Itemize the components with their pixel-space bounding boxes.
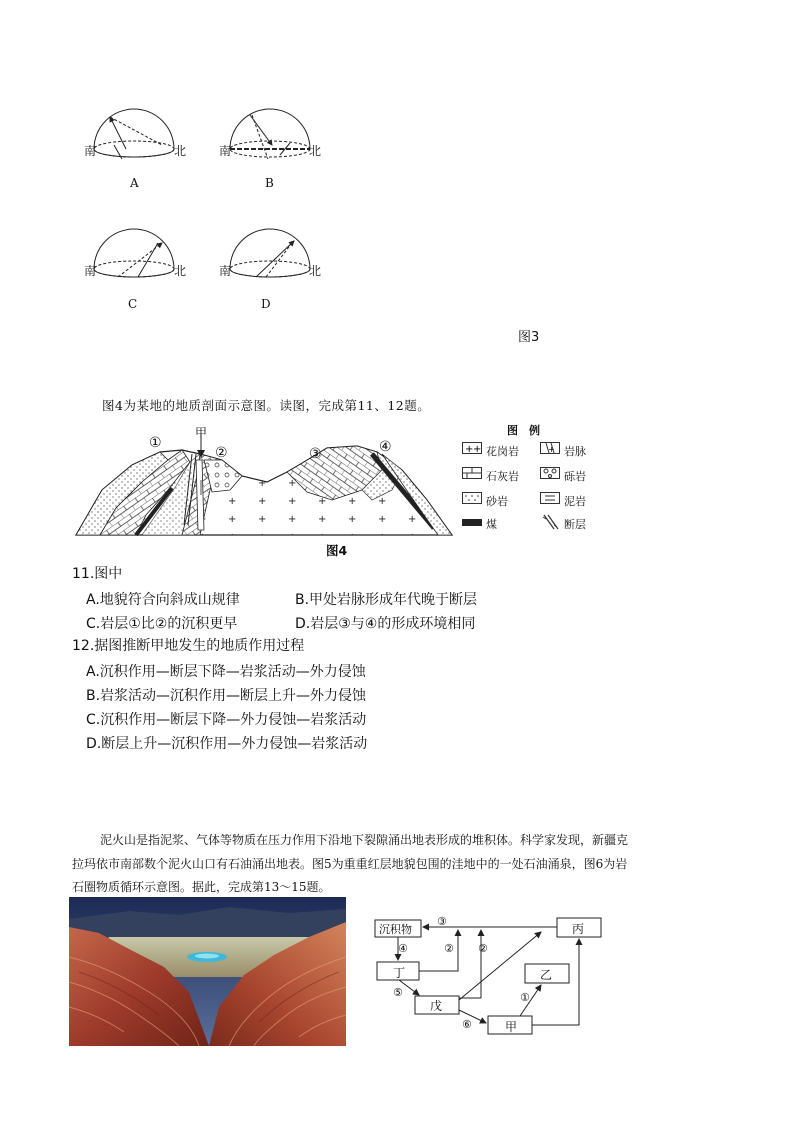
passage-line-1: 泥火山是指泥浆、气体等物质在压力作用下沿地下裂隙涌出地表形成的堆积体。科学家发现，新疆克 xyxy=(100,833,629,847)
q11-option-c[interactable]: C.岩层①比②的沉积更早 xyxy=(86,616,238,632)
legend-granite: 花岗岩 xyxy=(486,445,519,458)
figure-4-caption: 图4 xyxy=(326,543,348,558)
node-ding: 丁 xyxy=(393,966,406,980)
q12-option-d[interactable]: D.断层上升—沉积作用—外力侵蚀—岩浆活动 xyxy=(86,736,368,752)
figure-4-intro: 图4为某地的地质剖面示意图。读图，完成第11、12题。 xyxy=(102,398,431,413)
south-label-d: 南 xyxy=(219,264,232,278)
north-label-c: 北 xyxy=(174,264,187,278)
legend-dike: 岩脉 xyxy=(564,445,586,458)
layer-label-4: ④ xyxy=(379,439,392,455)
passage-line-2: 拉玛依市南部数个泥火山口有石油涌出地表。图5为重重红层地貌包围的洼地中的一处石油涌泉，图6为岩 xyxy=(72,857,628,871)
arrow-label-3: ③ xyxy=(437,915,447,928)
mudstone-icon xyxy=(540,492,560,504)
panel-label-d: D xyxy=(261,297,271,311)
legend-sandstone: 砂岩 xyxy=(486,495,508,508)
q12-option-a[interactable]: A.沉积作用—断层下降—岩浆活动—外力侵蚀 xyxy=(86,664,366,680)
coal-icon xyxy=(462,519,482,527)
south-label-c: 南 xyxy=(84,264,97,278)
node-jia: 甲 xyxy=(505,1020,518,1034)
legend-mudstone: 泥岩 xyxy=(564,495,586,508)
hemisphere-panel-a xyxy=(94,109,174,159)
arrow-label-1: ① xyxy=(520,991,530,1004)
node-yi: 乙 xyxy=(540,968,553,982)
layer-label-3: ③ xyxy=(309,446,322,462)
layer-label-2: ② xyxy=(215,445,228,461)
legend-title: 图 例 xyxy=(507,424,540,437)
figure-3-hemispheres xyxy=(80,105,330,320)
node-wu: 戊 xyxy=(430,999,443,1013)
q12-option-b[interactable]: B.岩浆活动—沉积作用—断层上升—外力侵蚀 xyxy=(86,688,367,704)
north-label-a: 北 xyxy=(174,144,187,158)
north-label-b: 北 xyxy=(309,144,322,158)
node-bing: 丙 xyxy=(572,922,585,936)
q11-option-b[interactable]: B.甲处岩脉形成年代晚于断层 xyxy=(295,592,478,608)
legend-conglomerate: 砾岩 xyxy=(564,470,586,483)
hemisphere-panel-d xyxy=(230,229,310,277)
q11-option-d[interactable]: D.岩层③与④的形成环境相同 xyxy=(295,616,476,632)
q11-option-a[interactable]: A.地貌符合向斜成山规律 xyxy=(86,592,240,608)
hemisphere-panel-c xyxy=(94,229,174,277)
legend-fault: 断层 xyxy=(564,518,586,531)
passage-line-3: 石圈物质循环示意图。据此，完成第13～15题。 xyxy=(72,880,331,894)
panel-label-a: A xyxy=(130,176,139,190)
granite-icon xyxy=(462,442,482,454)
svg-text:+: + xyxy=(465,444,474,454)
arrow-label-6: ⑥ xyxy=(462,1018,472,1031)
dike-icon xyxy=(540,442,560,454)
panel-label-c: C xyxy=(128,297,138,311)
south-label-b: 南 xyxy=(219,144,232,158)
arrow-label-5: ⑤ xyxy=(393,986,403,999)
arrow-label-4: ④ xyxy=(398,942,408,955)
arrow-label-2a: ② xyxy=(444,942,454,955)
geologic-cross-section xyxy=(72,420,462,540)
conglomerate-icon xyxy=(540,467,560,479)
arrow-label-2b: ② xyxy=(478,942,488,955)
fault-icon xyxy=(540,513,560,531)
marker-jia: 甲 xyxy=(195,426,208,440)
q12-option-c[interactable]: C.沉积作用—断层下降—外力侵蚀—岩浆活动 xyxy=(86,712,367,728)
south-label-a: 南 xyxy=(84,144,97,158)
legend-coal: 煤 xyxy=(486,518,497,531)
svg-text:+: + xyxy=(548,445,555,454)
svg-text:+: + xyxy=(473,444,482,454)
limestone-icon xyxy=(462,467,482,479)
figure-3-caption: 图3 xyxy=(518,330,540,345)
question-12-stem: 12.据图推断甲地发生的地质作用过程 xyxy=(72,638,305,654)
hemisphere-panel-b xyxy=(230,109,310,159)
panel-label-b: B xyxy=(265,176,274,190)
node-sediment: 沉积物 xyxy=(379,923,412,936)
layer-label-1: ① xyxy=(149,435,162,451)
north-label-d: 北 xyxy=(309,264,322,278)
oil-spring-photo xyxy=(69,897,346,1046)
legend-limestone: 石灰岩 xyxy=(486,470,519,483)
legend xyxy=(462,420,602,540)
question-11-stem: 11.图中 xyxy=(72,566,123,582)
sandstone-icon xyxy=(462,492,482,504)
